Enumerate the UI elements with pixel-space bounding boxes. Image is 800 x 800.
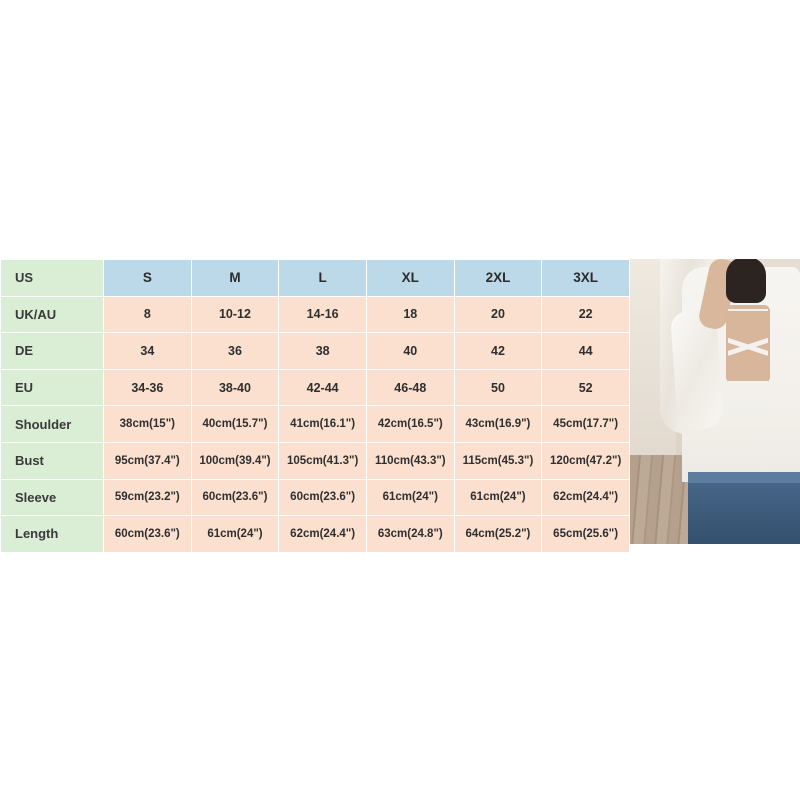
- header-cell-l: L: [279, 260, 367, 297]
- photo-jeans: [688, 472, 800, 544]
- cell-ukau-2xl: 20: [454, 296, 542, 333]
- photo-hair: [726, 259, 766, 303]
- cell-eu-l: 42-44: [279, 369, 367, 406]
- header-cell-m: M: [191, 260, 279, 297]
- cell-de-m: 36: [191, 333, 279, 370]
- cell-eu-xl: 46-48: [366, 369, 454, 406]
- cell-length-s: 60cm(23.6"): [104, 516, 192, 553]
- size-chart-banner: [0, 259, 800, 544]
- header-cell-us: US: [1, 260, 104, 297]
- cell-bust-xl: 110cm(43.3"): [366, 442, 454, 479]
- cell-length-2xl: 64cm(25.2"): [454, 516, 542, 553]
- header-cell-s: S: [104, 260, 192, 297]
- table-row: [1, 406, 630, 443]
- table-row: [1, 479, 630, 516]
- row-label-shoulder: Shoulder: [1, 406, 104, 443]
- row-label-length: Length: [1, 516, 104, 553]
- cell-length-l: 62cm(24.4"): [279, 516, 367, 553]
- cell-ukau-3xl: 22: [542, 296, 630, 333]
- row-label-sleeve: Sleeve: [1, 479, 104, 516]
- product-photo: [630, 259, 800, 544]
- header-cell-xl: XL: [366, 260, 454, 297]
- cell-bust-3xl: 120cm(47.2"): [542, 442, 630, 479]
- row-label-bust: Bust: [1, 442, 104, 479]
- cell-de-xl: 40: [366, 333, 454, 370]
- cell-eu-2xl: 50: [454, 369, 542, 406]
- cell-bust-2xl: 115cm(45.3"): [454, 442, 542, 479]
- cell-sleeve-l: 60cm(23.6"): [279, 479, 367, 516]
- cell-shoulder-2xl: 43cm(16.9"): [454, 406, 542, 443]
- cell-sleeve-s: 59cm(23.2"): [104, 479, 192, 516]
- cell-de-l: 38: [279, 333, 367, 370]
- cell-shoulder-3xl: 45cm(17.7"): [542, 406, 630, 443]
- cell-de-2xl: 42: [454, 333, 542, 370]
- cell-sleeve-3xl: 62cm(24.4"): [542, 479, 630, 516]
- photo-jeans-waistband: [688, 472, 800, 483]
- cell-ukau-s: 8: [104, 296, 192, 333]
- cell-ukau-m: 10-12: [191, 296, 279, 333]
- cell-bust-s: 95cm(37.4"): [104, 442, 192, 479]
- cell-shoulder-xl: 42cm(16.5"): [366, 406, 454, 443]
- cell-shoulder-m: 40cm(15.7"): [191, 406, 279, 443]
- photo-lace-up-back: [726, 305, 770, 383]
- cell-shoulder-s: 38cm(15"): [104, 406, 192, 443]
- header-cell-3xl: 3XL: [542, 260, 630, 297]
- cell-sleeve-xl: 61cm(24"): [366, 479, 454, 516]
- cell-bust-l: 105cm(41.3"): [279, 442, 367, 479]
- table-row: [1, 516, 630, 553]
- cell-eu-s: 34-36: [104, 369, 192, 406]
- cell-length-xl: 63cm(24.8"): [366, 516, 454, 553]
- cell-ukau-l: 14-16: [279, 296, 367, 333]
- cell-sleeve-m: 60cm(23.6"): [191, 479, 279, 516]
- table-row: [1, 333, 630, 370]
- table-row: [1, 296, 630, 333]
- cell-bust-m: 100cm(39.4"): [191, 442, 279, 479]
- cell-eu-3xl: 52: [542, 369, 630, 406]
- table-row: [1, 369, 630, 406]
- cell-eu-m: 38-40: [191, 369, 279, 406]
- table-header-row: [1, 260, 630, 297]
- row-label-de: DE: [1, 333, 104, 370]
- cell-length-m: 61cm(24"): [191, 516, 279, 553]
- cell-de-s: 34: [104, 333, 192, 370]
- cell-shoulder-l: 41cm(16.1"): [279, 406, 367, 443]
- row-label-ukau: UK/AU: [1, 296, 104, 333]
- cell-de-3xl: 44: [542, 333, 630, 370]
- cell-ukau-xl: 18: [366, 296, 454, 333]
- size-chart-table: [0, 259, 630, 553]
- cell-length-3xl: 65cm(25.6"): [542, 516, 630, 553]
- table-row: [1, 442, 630, 479]
- header-cell-2xl: 2XL: [454, 260, 542, 297]
- cell-sleeve-2xl: 61cm(24"): [454, 479, 542, 516]
- row-label-eu: EU: [1, 369, 104, 406]
